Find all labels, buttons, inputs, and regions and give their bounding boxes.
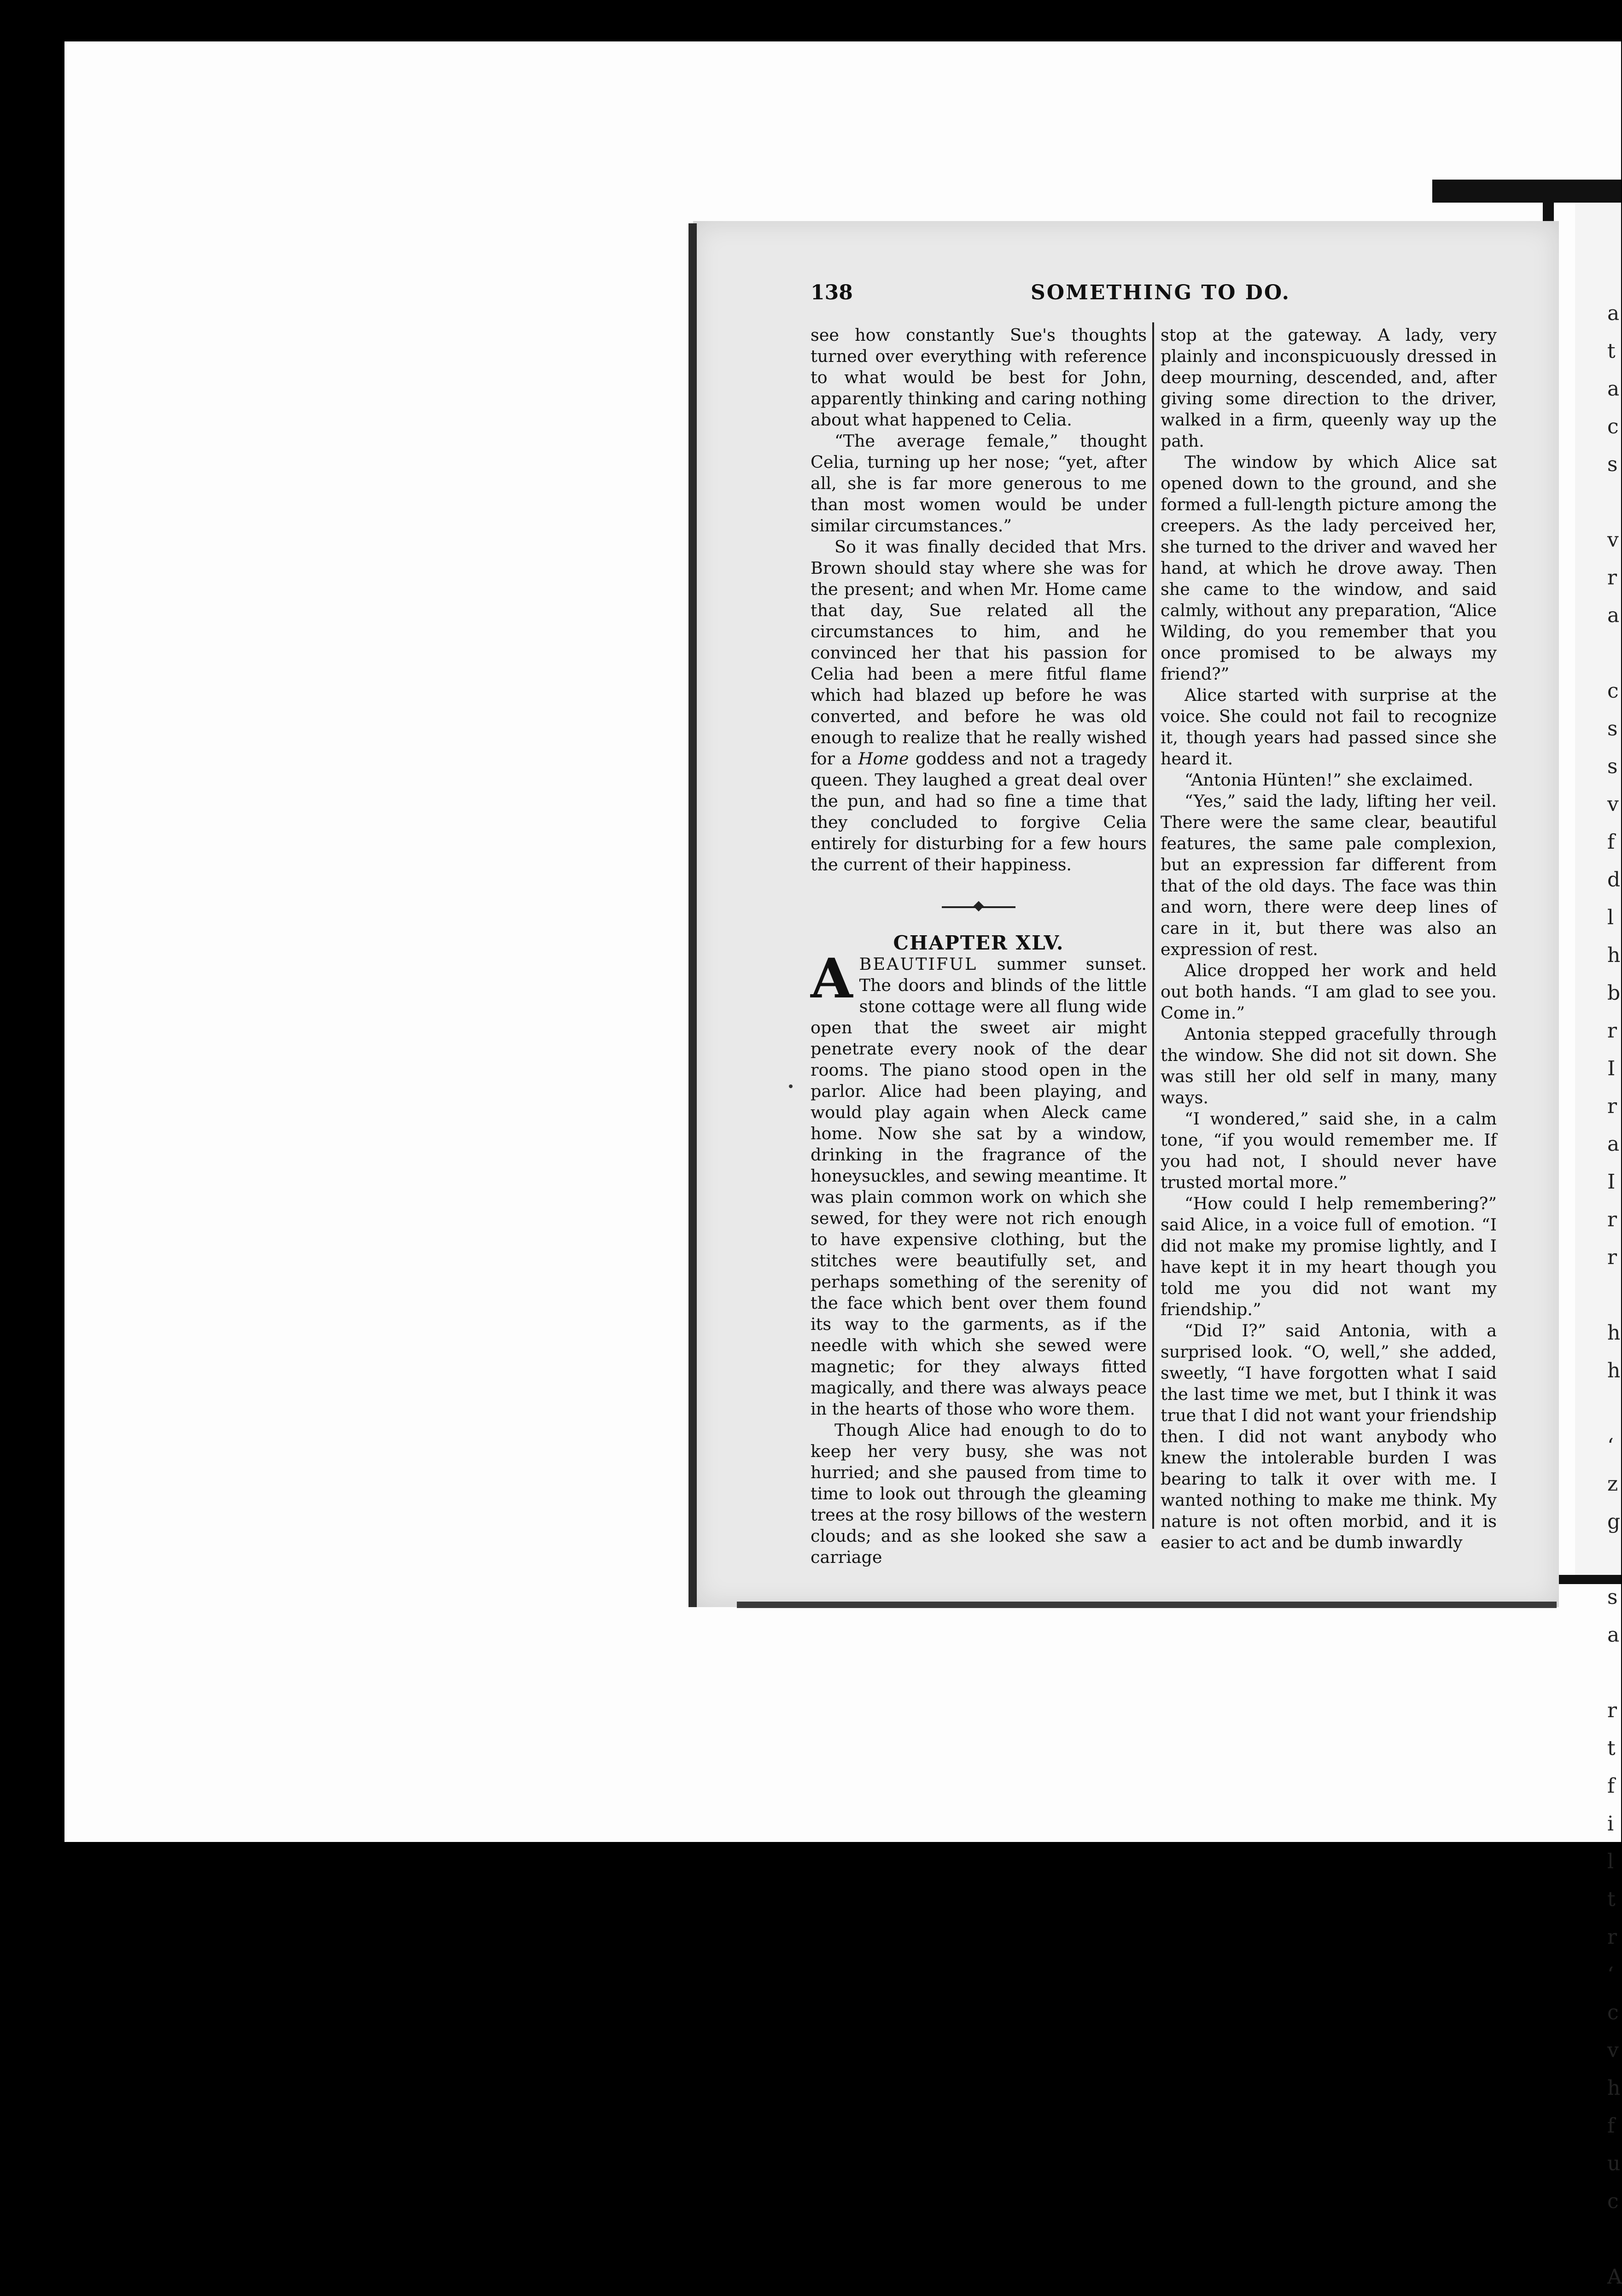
paragraph: Alice started with surprise at the voice. She could not fail to recognize it, though years had passed since she heard it. [1161, 685, 1497, 769]
paragraph: see how constantly Sue's thoughts turned over everything with reference to what would be best for John, apparently thinking and caring nothing about what happened to Celia. [811, 325, 1147, 430]
facing-page-letter: b [1607, 981, 1621, 1005]
facing-page-letter: f [1607, 1774, 1615, 1798]
paragraph: The window by which Alice sat opened down to the ground, and she formed a full-length picture among the creepers. As the lady perceived her, she turned to the driver and waved her hand, at which he drove away. Then she came to the window, and said calmly, without any preparation, “Alice Wilding, do you remember that you once promised to be always my friend?” [1161, 452, 1497, 684]
chapter-heading: CHAPTER XLV. [893, 932, 1064, 954]
page-bottom-edge [737, 1602, 1557, 1608]
film-edge-left [0, 55, 18, 1837]
page-number: 138 [811, 281, 853, 304]
film-speck [789, 1084, 793, 1088]
facing-page-letter: f [1607, 2114, 1615, 2138]
paragraph: “Antonia Hünten!” she exclaimed. [1184, 770, 1473, 790]
facing-page-letter [1607, 1541, 1621, 1579]
facing-page-letter: l [1607, 906, 1614, 929]
text-run: goddess and not a tragedy queen. They laughed a great deal over the pun, and had so fine a time that they concluded to forgive Celia entirely for disturbing for a few hours the current of their happiness. [811, 749, 1147, 874]
facing-page-letter: s [1607, 717, 1618, 740]
paragraph: Alice dropped her work and held out both hands. “I am glad to see you. Come in.” [1161, 961, 1497, 1023]
facing-page-letter: h [1607, 944, 1621, 967]
facing-page-letter: s [1607, 1585, 1618, 1609]
paragraph: “I wondered,” said she, in a calm tone, “if you would remember me. If you had not, I should never have trusted mortal more.” [1161, 1109, 1497, 1192]
paragraph: “The average female,” thought Celia, turning up her nose; “yet, after all, she is far more generous to me than most women would be under similar circumstances.” [811, 431, 1147, 536]
facing-page-letter: r [1607, 1925, 1617, 1949]
paragraph: Though Alice had enough to do to keep her very busy, she was not hurried; and she paused from time to time to look out through the gleaming trees at the rosy billows of the western clouds; and as she looked she saw a carriage [811, 1420, 1147, 1567]
facing-page-letter: z [1607, 1472, 1618, 1496]
facing-page-letter: I [1607, 1170, 1616, 1194]
page-left-edge [688, 223, 697, 1607]
facing-page-letter [1607, 2220, 1621, 2258]
facing-page-letter: h [1607, 1359, 1621, 1382]
paragraph: Antonia stepped gracefully through the window. She did not sit down. She was still her old self in many, many ways. [1161, 1024, 1497, 1107]
facing-page-letter: g [1607, 1510, 1621, 1533]
section-ornament [942, 901, 1015, 912]
facing-page-letter: v [1607, 528, 1619, 552]
facing-page-letter: v [1607, 793, 1619, 816]
paragraph: stop at the gateway. A lady, very plainly and inconspicuously dressed in deep mourning, descended, and, after giving some direction to the driver, walked in a firm, queenly way up the path. [1161, 325, 1497, 451]
facing-page-letter [1607, 484, 1621, 521]
column-rule [1152, 322, 1154, 1529]
text-run: summer sunset. The doors and blinds of the little stone cottage were all flung wide open that the sweet air might penetrate every nook of the dear rooms. The piano stood open in the parlor. Alice had been playing, and would play again when Aleck came home. Now she sat by a window, drinking in the fragrance of the honeysuckles, and sewing meantime. It was plain common work on which she sewed, for they were not rich enough to have expensive clothing, but the stitches were beautifully set, and perhaps something of the serenity of the face which bent over them found its way to the garments, as if the needle with which she sewed were magnetic; for they always fitted magically, and there was always peace in the hearts of those who wore them. [811, 954, 1147, 1419]
running-head [801, 281, 1520, 313]
facing-page-letter: a [1607, 377, 1620, 401]
facing-page-letter: a [1607, 1132, 1620, 1156]
facing-page-letter: I [1607, 1057, 1616, 1080]
facing-page-letter [1607, 635, 1621, 672]
facing-page-letter: r [1607, 1095, 1617, 1118]
paragraph [811, 536, 1147, 875]
facing-page-letter: c [1607, 2001, 1619, 2024]
italic-word-home: Home [858, 749, 909, 769]
facing-page-letter: t [1607, 1888, 1616, 1911]
facing-page-letter: h [1607, 1321, 1621, 1345]
drop-cap: A [811, 946, 853, 1010]
paragraph: “Yes,” said the lady, lifting her veil. There were the same clear, beautiful features, the same pale complexion, but an expression far different from that of the old days. The face was thin and worn, there were deep lines of care in it, but there was also an expression of rest. [1161, 791, 1497, 959]
facing-page-letter: r [1607, 1019, 1617, 1043]
facing-page-letter: s [1607, 453, 1618, 476]
paragraph: “How could I help remembering?” said Alice, in a voice full of emotion. “I did not make my promise lightly, and I have kept it in my heart though you told me you did not want my friendship.” [1161, 1194, 1497, 1319]
facing-page-letter: d [1607, 868, 1621, 892]
left-column [811, 325, 1147, 1567]
facing-page-letter: u [1607, 2152, 1621, 2175]
right-column [1161, 325, 1497, 1552]
facing-page-letter: t [1607, 339, 1616, 363]
facing-page-letter: r [1607, 566, 1617, 589]
facing-page-letter [1607, 1390, 1621, 1428]
facing-page-letter: c [1607, 2190, 1619, 2213]
facing-page-letter: v [1607, 2039, 1619, 2062]
facing-page-letter: A [1607, 2265, 1622, 2289]
facing-page-letter: c [1607, 679, 1619, 703]
facing-page-letter: a [1607, 604, 1620, 627]
facing-page-letter: r [1607, 1699, 1617, 1722]
chapter-opening-paragraph [811, 946, 1147, 1420]
facing-page-letter: a [1607, 302, 1620, 325]
facing-page-letter: l [1607, 1850, 1614, 1873]
facing-page-letter: s [1607, 755, 1618, 778]
facing-page-letter: ‘ [1607, 1434, 1614, 1458]
facing-page-letter: a [1607, 1623, 1620, 1647]
facing-page-letter: r [1607, 1246, 1617, 1269]
facing-page-text-fragment [1607, 295, 1622, 2289]
facing-page-letter: c [1607, 415, 1619, 438]
facing-page-letter: h [1607, 2076, 1621, 2100]
facing-page-letter: t [1607, 1737, 1616, 1760]
text-run: So it was finally decided that Mrs. Brown should stay where she was for the present; and when Mr. Home came that day, Sue related all the circumstances to him, and he convinced her that his passion for Celia had been a mere fitful flame which had blazed up before he was converted, and before he was old enough to realize that he really wished for a [811, 537, 1147, 769]
facing-page-letter: r [1607, 1208, 1617, 1231]
facing-page-letter: f [1607, 830, 1615, 854]
facing-page-letter [1607, 1276, 1621, 1314]
paragraph: “Did I?” said Antonia, with a surprised look. “O, well,” she added, sweetly, “I have forgotten what I said the last time we met, but I think it was true that I did not want your friendship then. I did not want anybody who knew the intolerable burden I was bearing to talk it over with me. I wanted nothing to make me think. My nature is not often morbid, and it is easier to act and be dumb inwardly [1161, 1321, 1497, 1552]
running-title: SOMETHING TO DO. [1031, 281, 1290, 304]
facing-page-letter: i [1607, 1812, 1614, 1836]
opening-caps: BEAUTIFUL [859, 954, 978, 974]
facing-page-top-edge [1432, 180, 1621, 203]
facing-page-letter [1607, 1654, 1621, 1692]
facing-page-letter: ‘ [1607, 1963, 1614, 1987]
